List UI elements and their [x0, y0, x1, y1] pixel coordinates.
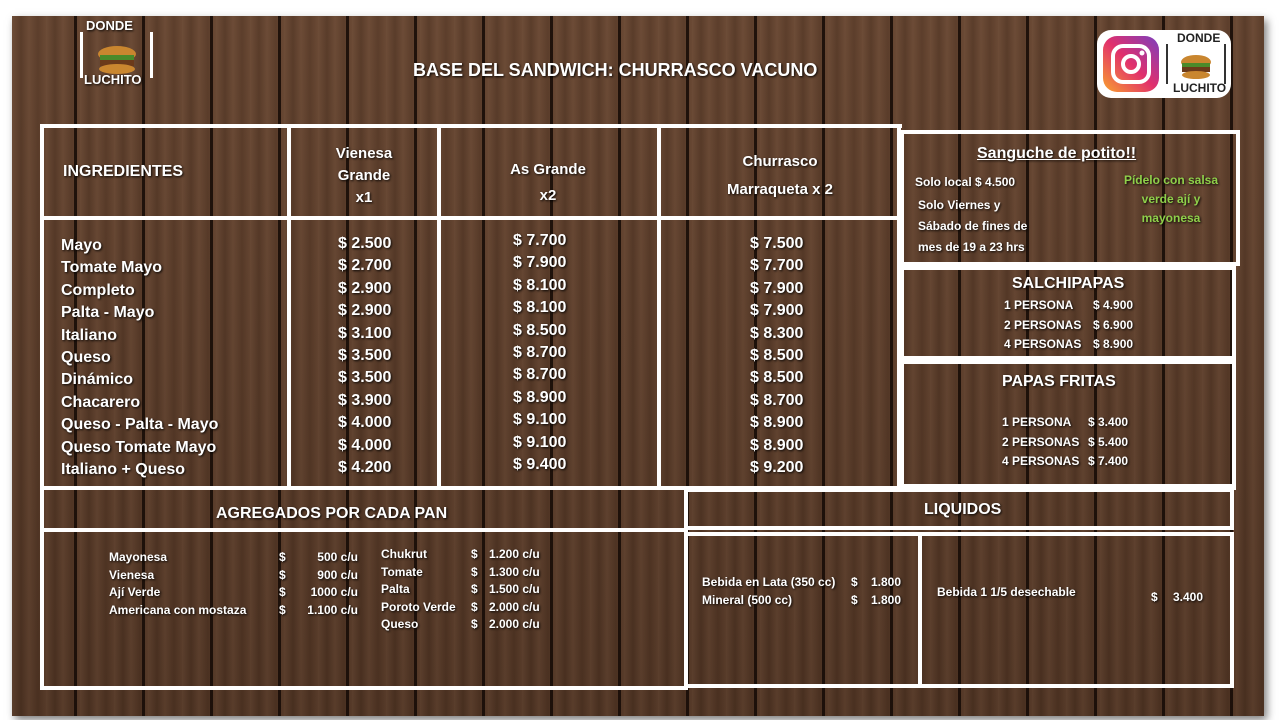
- list-item: Poroto Verde: [381, 599, 456, 614]
- list-item: Italiano + Queso: [61, 461, 186, 479]
- list-item: Chacarero: [61, 393, 141, 411]
- price: 1.200 c/u: [489, 547, 540, 561]
- sanguche-price: Solo local $ 4.500: [915, 175, 1016, 189]
- logo-right: [1097, 30, 1231, 98]
- papas-labels: 1 PERSONA 2 PERSONAS 4 PERSONAS: [1002, 415, 1080, 468]
- price: 1000 c/u: [310, 585, 358, 600]
- list-item: Mayonesa: [109, 550, 168, 564]
- papas-prices: [1088, 413, 1128, 472]
- liquidos-right-box: [918, 532, 1234, 688]
- price: $ 8.500: [513, 321, 567, 339]
- logo-right-line2: LUCHITO: [1173, 81, 1227, 95]
- price: $ 8.700: [750, 391, 804, 409]
- price: 1.800: [871, 575, 902, 589]
- price: $ 8.900: [750, 414, 804, 432]
- list-item: Bebida en Lata (350 cc): [702, 575, 836, 589]
- agregados-left-cur: $ $ $ $: [279, 550, 286, 618]
- price: $ 3.400: [1088, 415, 1129, 429]
- price: 900 c/u: [317, 567, 358, 582]
- liquidos-right-cur: $: [1151, 590, 1158, 604]
- price: $ 2.700: [338, 257, 392, 275]
- price: $ 7.400: [1088, 454, 1129, 468]
- instagram-icon[interactable]: [1101, 34, 1161, 94]
- sanguche-schedule: Solo Viernes y Sábado de fines de mes de 19 a 23 hrs: [918, 198, 1028, 254]
- salchipapas-labels: 1 PERSONA 2 PERSONAS 4 PERSONAS: [1004, 298, 1082, 351]
- list-item: Ají Verde: [109, 585, 161, 600]
- price: 2.000 c/u: [489, 599, 540, 614]
- list-item: Americana con mostaza: [109, 603, 247, 618]
- list-item: Palta: [381, 582, 410, 596]
- list-item: Dinámico: [61, 371, 134, 389]
- list-item: Queso: [61, 349, 111, 367]
- page-title: BASE DEL SANDWICH: CHURRASCO VACUNO: [413, 60, 818, 80]
- price: $ 3.100: [338, 324, 392, 342]
- price: $ 7.900: [513, 254, 567, 272]
- agregados-right-cur: $ $ $ $ $: [471, 547, 478, 631]
- sanguche-note: Pídelo con salsa verde ají y mayonesa: [1123, 173, 1219, 225]
- price: $ 3.900: [338, 391, 392, 409]
- price: $ 7.900: [750, 302, 804, 320]
- price: $ 7.500: [750, 235, 804, 252]
- list-item: Italiano: [61, 326, 118, 344]
- price: $ 8.300: [750, 324, 804, 342]
- price: 1.500 c/u: [489, 582, 540, 596]
- liquidos-right-price: 3.400: [1173, 590, 1204, 604]
- liquidos-left-prices: [871, 574, 901, 609]
- price: $ 4.200: [338, 459, 392, 477]
- price: $ 7.900: [750, 279, 804, 297]
- agregados-left-prices: [300, 549, 358, 620]
- header-as: As Grande x2: [510, 161, 586, 204]
- price: $ 9.100: [513, 411, 567, 429]
- salchipapas-title: SALCHIPAPAS: [1012, 275, 1125, 292]
- price: $ 8.900: [513, 388, 567, 406]
- price: $ 8.900: [1093, 337, 1134, 351]
- price: $ 3.500: [338, 347, 392, 365]
- price: 1.100 c/u: [307, 603, 358, 618]
- header-vienesa: Vienesa Grande x1: [335, 145, 393, 206]
- agregados-left-names: [109, 549, 246, 620]
- list-item: Mineral (500 cc): [702, 592, 793, 607]
- logo-left-line1: DONDE: [86, 18, 133, 33]
- price: $ 8.100: [513, 276, 567, 294]
- logo-right-line1: DONDE: [1177, 31, 1221, 45]
- price: $ 8.500: [750, 369, 804, 387]
- churrasco-price-list: [750, 233, 803, 479]
- papas-title: PAPAS FRITAS: [1002, 373, 1116, 390]
- price: 1.300 c/u: [489, 564, 540, 579]
- list-item: Queso: [381, 617, 419, 631]
- grid-line: [40, 216, 902, 220]
- price: $ 2.500: [338, 235, 392, 252]
- list-item: Queso - Palta - Mayo: [61, 416, 219, 434]
- price: $ 8.700: [513, 366, 567, 384]
- price: $ 7.700: [750, 257, 804, 275]
- price: $ 8.700: [513, 344, 567, 362]
- list-item: Queso Tomate Mayo: [61, 438, 217, 456]
- agregados-title: AGREGADOS POR CADA PAN: [216, 505, 448, 522]
- sanguche-title: Sanguche de potito!!: [977, 145, 1137, 162]
- liquidos-left-cur: $ $: [851, 575, 858, 607]
- price: $ 9.200: [750, 459, 804, 477]
- price: 1.800: [871, 592, 902, 607]
- price: $ 9.400: [513, 456, 567, 474]
- list-item: Tomate: [381, 564, 423, 579]
- list-item: Chukrut: [381, 547, 427, 561]
- price: 500 c/u: [317, 550, 358, 564]
- header-ingredientes: INGREDIENTES: [63, 163, 184, 180]
- menu-board: [12, 16, 1264, 716]
- agregados-right-prices: [489, 546, 540, 634]
- price: $ 8.500: [750, 347, 804, 365]
- price: $ 2.900: [338, 302, 392, 320]
- price: $ 4.000: [338, 436, 392, 454]
- price: $ 8.100: [513, 299, 567, 317]
- list-item: Tomate Mayo: [61, 259, 163, 277]
- list-item: Completo: [61, 281, 135, 299]
- liquidos-title: LIQUIDOS: [924, 501, 1002, 518]
- logo-left-line2: LUCHITO: [84, 72, 142, 87]
- logo-left: [76, 18, 158, 90]
- ingredient-list: [61, 235, 218, 481]
- vienesa-price-list: [338, 233, 391, 479]
- price: $ 4.000: [338, 414, 392, 432]
- as-price-list: [513, 230, 566, 476]
- price: 2.000 c/u: [489, 617, 540, 631]
- price: $ 2.900: [338, 279, 392, 297]
- price: $ 8.900: [750, 436, 804, 454]
- agregados-right-names: [381, 546, 456, 634]
- price: $ 7.700: [513, 232, 567, 249]
- price: $ 3.500: [338, 369, 392, 387]
- price: $ 5.400: [1088, 434, 1129, 449]
- price: $ 9.100: [513, 433, 567, 451]
- list-item: Palta - Mayo: [61, 304, 155, 322]
- list-item: Mayo: [61, 237, 102, 254]
- liquidos-left-box: [684, 532, 922, 688]
- list-item: Vienesa: [109, 567, 155, 582]
- price: $ 4.900: [1093, 298, 1134, 312]
- liquidos-left-names: [702, 574, 835, 609]
- salchipapas-prices: [1093, 296, 1133, 355]
- header-churrasco: Churrasco Marraqueta x 2: [727, 153, 833, 198]
- liquidos-right-name: Bebida 1 1/5 desechable: [937, 585, 1076, 599]
- price: $ 6.900: [1093, 317, 1134, 332]
- grid-line: [40, 124, 902, 128]
